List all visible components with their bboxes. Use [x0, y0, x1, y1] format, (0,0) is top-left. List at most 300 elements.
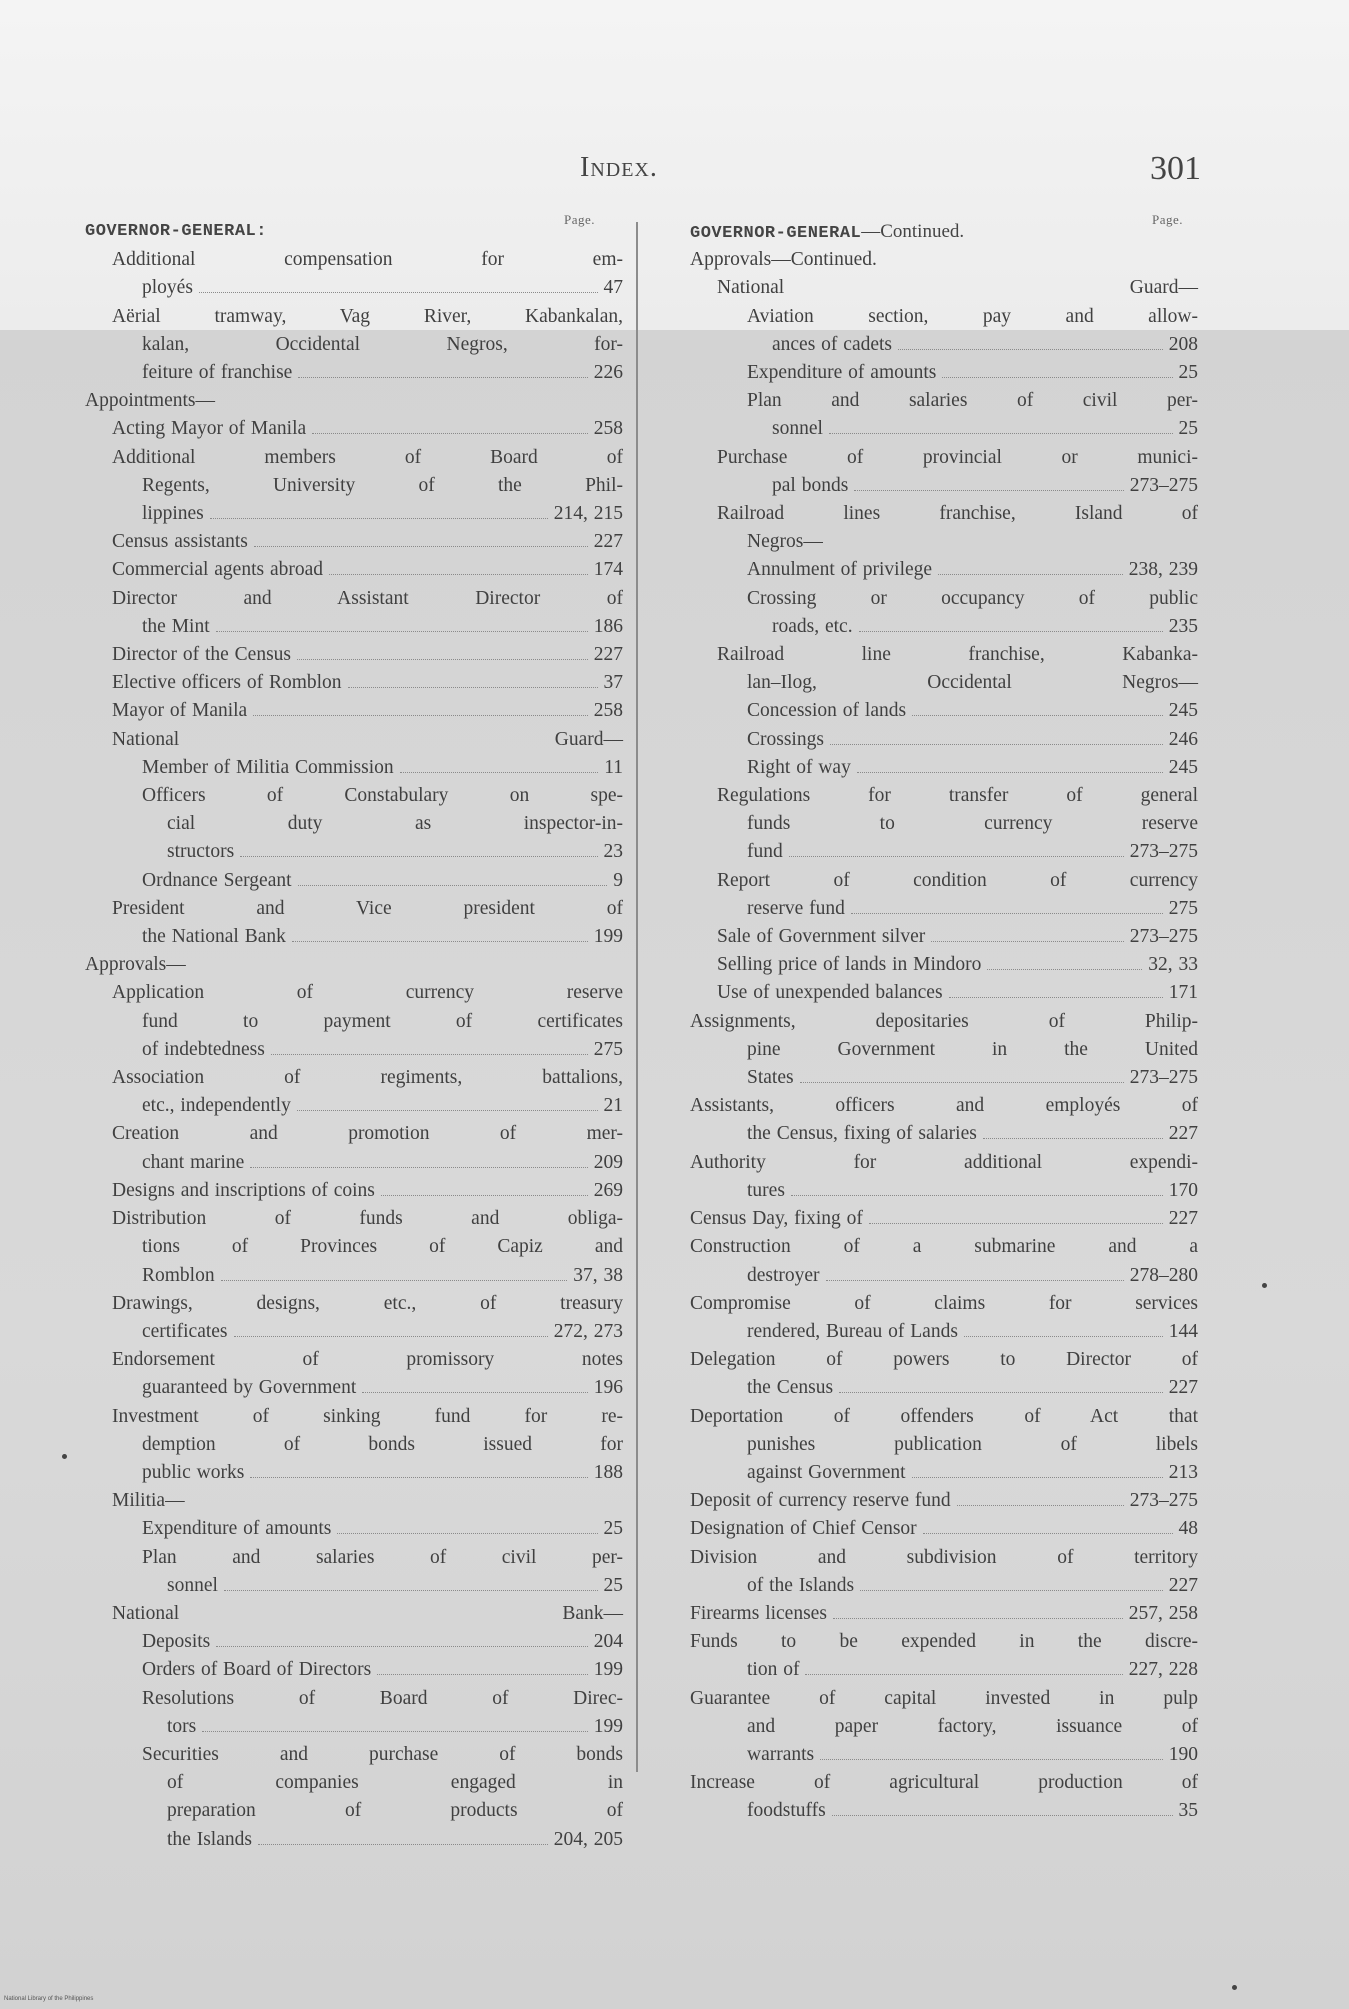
- index-page-ref: 246: [1168, 728, 1198, 750]
- index-entry-text: chant marine: [142, 1151, 245, 1173]
- index-entry-text: Compromise of claims for services: [690, 1292, 1198, 1314]
- index-entry-text: Railroad lines franchise, Island of: [717, 503, 1198, 525]
- index-entry-text: feiture of franchise: [142, 362, 293, 383]
- index-entry-text: Expenditure of amounts: [747, 362, 937, 383]
- index-entry-line: [690, 1713, 1198, 1741]
- index-entry-text: tion of: [747, 1659, 800, 1681]
- index-entry-text: Funds to be expended in the discre-: [690, 1631, 1198, 1653]
- index-entry-line: [85, 274, 623, 302]
- index-entry-text: Assignments, depositaries of Philip-: [690, 1010, 1198, 1032]
- index-entry-text: ployés: [142, 277, 193, 299]
- index-entry-text: Report of condition of currency: [717, 869, 1198, 891]
- index-entry-text: Drawings, designs, etc., of treasury: [112, 1292, 623, 1314]
- dot-leader: [805, 1668, 1122, 1675]
- dot-leader: [297, 653, 588, 660]
- index-entry-line: [690, 500, 1198, 528]
- index-entry-line: [690, 444, 1198, 472]
- dot-leader: [202, 1725, 588, 1732]
- index-entry-line: [85, 1036, 623, 1064]
- index-entry-text: Approvals—: [85, 954, 186, 976]
- index-entry-text: tors: [167, 1715, 197, 1737]
- right-column-heading: [690, 218, 1198, 246]
- index-entry-text: the Mint: [142, 615, 210, 637]
- index-entry-line: [690, 810, 1198, 838]
- index-page-ref: 196: [593, 1377, 623, 1399]
- index-page-ref: 11: [604, 756, 623, 778]
- index-entry-text: structors: [167, 841, 235, 863]
- index-entry-line: [85, 1120, 623, 1148]
- index-entry-line: [85, 1403, 623, 1431]
- index-entry-line: [85, 1656, 623, 1684]
- index-page-ref: 258: [593, 700, 623, 722]
- dot-leader: [297, 1104, 598, 1111]
- index-entry-line: [85, 1741, 623, 1769]
- index-entry-text: President and Vice president of: [112, 897, 623, 919]
- index-entry-text: Plan and salaries of civil per-: [142, 1546, 623, 1568]
- index-entry-line: [85, 1346, 623, 1374]
- index-entry-text: of indebtedness: [142, 1038, 265, 1060]
- index-entry-line: [85, 895, 623, 923]
- index-entry-text: Appointments—: [85, 390, 215, 412]
- index-entry-line: [85, 331, 623, 359]
- index-page-ref: 47: [603, 277, 623, 299]
- index-entry-line: [690, 726, 1198, 754]
- index-entry-line: [690, 1515, 1198, 1543]
- index-entry-line: [85, 472, 623, 500]
- index-entry-text: Annulment of privilege: [747, 559, 933, 581]
- dot-leader: [912, 1471, 1163, 1478]
- index-entry-text: tions of Provinces of Capiz and: [142, 1236, 623, 1258]
- index-entry-text: the Census: [747, 1377, 834, 1399]
- index-page-ref: 174: [593, 559, 623, 581]
- index-entry-line: [690, 1628, 1198, 1656]
- index-entry-line: [690, 274, 1198, 302]
- index-page-ref: 257, 258: [1128, 1602, 1198, 1624]
- index-entry-line: [690, 472, 1198, 500]
- index-entry-line: [690, 951, 1198, 979]
- index-entry-line: [85, 415, 623, 443]
- index-entry-line: [690, 641, 1198, 669]
- index-page-ref: 278–280: [1129, 1264, 1198, 1286]
- index-page-ref: 25: [603, 1518, 623, 1540]
- dot-leader: [377, 1668, 587, 1675]
- index-page-ref: 214, 215: [553, 503, 623, 525]
- dot-leader: [312, 427, 588, 434]
- index-page-ref: 204, 205: [553, 1828, 623, 1850]
- index-entry-line: [690, 1403, 1198, 1431]
- index-entry-line: [690, 1092, 1198, 1120]
- index-page-ref: 227: [1168, 1377, 1198, 1399]
- index-entry-line: [690, 1374, 1198, 1402]
- dot-leader: [839, 1386, 1163, 1393]
- index-page-ref: 199: [593, 1715, 623, 1737]
- index-entry-text: Additional compensation for em-: [112, 249, 623, 271]
- index-entry-line: [85, 1177, 623, 1205]
- dot-leader: [362, 1386, 587, 1393]
- index-entry-text: lippines: [142, 503, 204, 525]
- dot-leader: [234, 1330, 548, 1337]
- index-entry-line: [690, 1459, 1198, 1487]
- index-entry-line: [85, 1459, 623, 1487]
- dot-leader: [857, 766, 1163, 773]
- index-entry-line: [85, 556, 623, 584]
- index-entry-text: Mayor of Manila: [112, 700, 248, 722]
- index-entry-text: States: [747, 1067, 794, 1089]
- index-entry-line: [85, 1826, 623, 1854]
- index-entry-line: [85, 1544, 623, 1572]
- index-entry-text: Creation and promotion of mer-: [112, 1123, 623, 1145]
- index-entry-line: [690, 331, 1198, 359]
- index-entry-text: Acting Mayor of Manila: [112, 418, 307, 440]
- index-entry-line: [85, 1262, 623, 1290]
- index-entry-text: Endorsement of promissory notes: [112, 1349, 623, 1371]
- dot-leader: [800, 1076, 1124, 1083]
- index-entry-line: [690, 1741, 1198, 1769]
- index-page-ref: 273–275: [1129, 474, 1198, 496]
- index-entry-text: Ordnance Sergeant: [142, 869, 292, 891]
- index-entry-text: Regulations for transfer of general: [717, 785, 1198, 807]
- index-page-ref: 272, 273: [553, 1320, 623, 1342]
- index-entry-text: pal bonds: [772, 474, 849, 496]
- index-entry-text: against Government: [747, 1461, 906, 1483]
- dot-leader: [298, 879, 608, 886]
- index-entry-text: of the Islands: [747, 1574, 855, 1596]
- dot-leader: [830, 738, 1163, 745]
- dot-leader: [348, 681, 598, 688]
- index-entry-line: [85, 1374, 623, 1402]
- dot-leader: [250, 1471, 587, 1478]
- dot-leader: [240, 850, 597, 857]
- index-entry-text: Securities and purchase of bonds: [142, 1743, 623, 1765]
- index-entry-line: [690, 1233, 1198, 1261]
- index-page-ref: 199: [593, 1659, 623, 1681]
- index-entry-line: [690, 754, 1198, 782]
- index-entry-text: pine Government in the United: [747, 1038, 1198, 1060]
- index-page-ref: 273–275: [1129, 1490, 1198, 1512]
- index-entry-line: [690, 359, 1198, 387]
- index-entry-text: Crossing or occupancy of public: [747, 587, 1198, 609]
- index-page-ref: 227: [1168, 1208, 1198, 1230]
- page-label-right: Page.: [1152, 212, 1184, 227]
- index-entry-line: [690, 1149, 1198, 1177]
- index-entry-text: Approvals—Continued.: [690, 249, 877, 271]
- index-entry-line: [85, 303, 623, 331]
- index-entry-line: [85, 782, 623, 810]
- index-entry-text: Association of regiments, battalions,: [112, 1067, 623, 1089]
- index-page-ref: 245: [1168, 756, 1198, 778]
- index-entry-line: [690, 1064, 1198, 1092]
- index-entry-text: public works: [142, 1461, 245, 1483]
- index-page-ref: 235: [1168, 615, 1198, 637]
- index-entry-line: [85, 979, 623, 1007]
- dot-leader: [832, 1809, 1173, 1816]
- index-entry-text: lan–Ilog, Occidental Negros—: [747, 672, 1198, 694]
- index-entry-line: [85, 1290, 623, 1318]
- index-entry-text: guaranteed by Government: [142, 1377, 357, 1399]
- index-entry-text: Railroad line franchise, Kabanka-: [717, 644, 1198, 666]
- index-entry-text: Delegation of powers to Director of: [690, 1349, 1198, 1371]
- index-entry-line: [690, 1656, 1198, 1684]
- index-entry-text: Guarantee of capital invested in pulp: [690, 1687, 1198, 1709]
- right-index-entries: [690, 246, 1198, 1825]
- index-entry-line: [690, 613, 1198, 641]
- index-entry-line: [690, 1769, 1198, 1797]
- index-entry-text: Director of the Census: [112, 644, 291, 666]
- index-entry-line: [85, 246, 623, 274]
- index-entry-text: Firearms licenses: [690, 1602, 827, 1624]
- dot-leader: [851, 907, 1163, 914]
- index-entry-line: [85, 1149, 623, 1177]
- index-entry-line: [690, 1290, 1198, 1318]
- index-page-ref: 204: [593, 1631, 623, 1653]
- index-page-ref: 273–275: [1129, 841, 1198, 863]
- index-entry-text: the Islands: [167, 1828, 252, 1850]
- dot-leader: [826, 1274, 1124, 1281]
- dot-leader: [199, 286, 598, 293]
- dot-leader: [957, 1499, 1124, 1506]
- index-page-ref: 35: [1178, 1800, 1198, 1822]
- index-entry-text: certificates: [142, 1320, 228, 1342]
- index-page-ref: 245: [1168, 700, 1198, 722]
- dot-leader: [938, 568, 1123, 575]
- left-index-entries: [85, 246, 623, 1854]
- index-page-ref: 213: [1168, 1461, 1198, 1483]
- dot-leader: [987, 963, 1142, 970]
- index-page-ref: 227: [593, 644, 623, 666]
- index-entry-text: Militia—: [112, 1490, 185, 1512]
- index-entry-text: Aërial tramway, Vag River, Kabankalan,: [112, 305, 623, 327]
- index-entry-text: destroyer: [747, 1264, 820, 1286]
- index-entry-line: [85, 387, 623, 415]
- index-page-ref: 227: [1168, 1574, 1198, 1596]
- index-entry-text: demption of bonds issued for: [142, 1433, 623, 1455]
- index-entry-line: [85, 613, 623, 641]
- index-entry-line: [690, 1008, 1198, 1036]
- index-entry-line: [690, 782, 1198, 810]
- index-entry-text: Elective officers of Romblon: [112, 672, 342, 694]
- index-entry-text: Deposits: [142, 1631, 211, 1653]
- index-entry-text: Purchase of provincial or munici-: [717, 446, 1198, 468]
- index-page-ref: 144: [1168, 1320, 1198, 1342]
- index-entry-line: [690, 1797, 1198, 1825]
- index-entry-line: [690, 1318, 1198, 1346]
- index-entry-text: funds to currency reserve: [747, 813, 1198, 835]
- right-index-column: [690, 218, 1198, 1826]
- index-entry-text: and paper factory, issuance of: [747, 1715, 1198, 1737]
- index-entry-text: rendered, Bureau of Lands: [747, 1320, 958, 1342]
- index-entry-text: Romblon: [142, 1264, 215, 1286]
- index-entry-line: [690, 1346, 1198, 1374]
- index-page-ref: 275: [1168, 897, 1198, 919]
- dot-leader: [210, 512, 548, 519]
- index-page-ref: 23: [603, 841, 623, 863]
- index-entry-text: etc., independently: [142, 1095, 291, 1117]
- index-entry-line: [690, 1177, 1198, 1205]
- index-entry-line: [85, 500, 623, 528]
- index-page-ref: 227, 228: [1128, 1659, 1198, 1681]
- index-entry-line: [690, 1487, 1198, 1515]
- index-entry-text: National Guard—: [112, 728, 623, 750]
- index-entry-text: Designs and inscriptions of coins: [112, 1179, 375, 1201]
- index-entry-line: [85, 951, 623, 979]
- scan-speck: [1232, 1985, 1237, 1990]
- index-page-ref: 227: [593, 531, 623, 553]
- index-page-ref: 238, 239: [1128, 559, 1198, 581]
- index-page-ref: 25: [1178, 362, 1198, 383]
- page-number: 301: [1150, 150, 1201, 187]
- dot-leader: [253, 709, 588, 716]
- index-page-ref: 258: [593, 418, 623, 440]
- index-entry-text: punishes publication of libels: [747, 1433, 1198, 1455]
- index-entry-line: [85, 641, 623, 669]
- index-page-ref: 199: [593, 926, 623, 948]
- index-entry-text: Member of Militia Commission: [142, 756, 394, 778]
- index-entry-text: Census assistants: [112, 531, 248, 553]
- running-title: Index.: [580, 152, 658, 183]
- index-entry-line: [690, 867, 1198, 895]
- index-entry-text: Regents, University of the Phil-: [142, 474, 623, 496]
- dot-leader: [942, 371, 1172, 378]
- index-entry-line: [690, 1036, 1198, 1064]
- index-entry-text: sonnel: [772, 418, 823, 440]
- left-index-column: [85, 218, 623, 1854]
- index-entry-text: Construction of a submarine and a: [690, 1236, 1198, 1258]
- index-entry-text: Investment of sinking fund for re-: [112, 1405, 623, 1427]
- index-entry-line: [690, 528, 1198, 556]
- index-page-ref: 273–275: [1129, 926, 1198, 948]
- index-entry-line: [690, 1262, 1198, 1290]
- index-entry-text: Increase of agricultural production of: [690, 1772, 1198, 1794]
- index-entry-line: [85, 1797, 623, 1825]
- index-page-ref: 37: [603, 672, 623, 694]
- index-entry-line: [690, 1431, 1198, 1459]
- index-entry-line: [85, 669, 623, 697]
- dot-leader: [898, 343, 1163, 350]
- index-entry-line: [85, 444, 623, 472]
- index-entry-text: tures: [747, 1179, 785, 1201]
- index-entry-line: [690, 923, 1198, 951]
- index-entry-line: [690, 895, 1198, 923]
- index-page-ref: 226: [593, 362, 623, 383]
- dot-leader: [912, 709, 1163, 716]
- index-entry-line: [85, 1515, 623, 1543]
- index-entry-text: Concession of lands: [747, 700, 907, 722]
- index-page-ref: 273–275: [1129, 1067, 1198, 1089]
- dot-leader: [292, 935, 588, 942]
- index-page-ref: 269: [593, 1179, 623, 1201]
- index-entry-line: [690, 1120, 1198, 1148]
- dot-leader: [271, 1048, 588, 1055]
- dot-leader: [833, 1612, 1123, 1619]
- index-entry-text: sonnel: [167, 1574, 218, 1596]
- index-page-ref: 25: [1178, 418, 1198, 440]
- index-entry-text: Distribution of funds and obliga-: [112, 1208, 623, 1230]
- index-entry-text: National Guard—: [717, 277, 1198, 299]
- index-entry-text: Selling price of lands in Mindoro: [717, 954, 982, 976]
- dot-leader: [791, 1189, 1163, 1196]
- index-entry-text: of companies engaged in: [167, 1772, 623, 1794]
- index-entry-line: [85, 1713, 623, 1741]
- index-entry-line: [690, 669, 1198, 697]
- scan-speck: [62, 1454, 67, 1459]
- right-heading-continued: —Continued.: [861, 221, 965, 242]
- index-entry-text: Negros—: [747, 531, 823, 553]
- dot-leader: [860, 1584, 1163, 1591]
- index-entry-text: Application of currency reserve: [112, 982, 623, 1004]
- index-entry-text: Plan and salaries of civil per-: [747, 390, 1198, 412]
- index-entry-line: [85, 754, 623, 782]
- index-entry-text: Additional members of Board of: [112, 446, 623, 468]
- index-entry-text: Census Day, fixing of: [690, 1208, 863, 1230]
- index-entry-line: [85, 726, 623, 754]
- index-entry-line: [85, 1628, 623, 1656]
- index-entry-text: Orders of Board of Directors: [142, 1659, 372, 1681]
- index-entry-line: [690, 387, 1198, 415]
- index-entry-text: Crossings: [747, 728, 824, 750]
- dot-leader: [224, 1584, 598, 1591]
- dot-leader: [221, 1274, 568, 1281]
- index-entry-line: [690, 556, 1198, 584]
- index-entry-text: Officers of Constabulary on spe-: [142, 785, 623, 807]
- dot-leader: [869, 1217, 1163, 1224]
- dot-leader: [789, 850, 1124, 857]
- index-entry-text: Deportation of offenders of Act that: [690, 1405, 1198, 1427]
- index-entry-line: [690, 697, 1198, 725]
- index-entry-line: [85, 1092, 623, 1120]
- index-entry-line: [85, 1431, 623, 1459]
- index-entry-text: the Census, fixing of salaries: [747, 1123, 977, 1145]
- dot-leader: [216, 625, 588, 632]
- dot-leader: [854, 484, 1123, 491]
- index-entry-line: [690, 1685, 1198, 1713]
- index-page-ref: 25: [603, 1574, 623, 1596]
- index-page-ref: 208: [1168, 333, 1198, 355]
- dot-leader: [983, 1132, 1163, 1139]
- page-label-left: Page.: [564, 212, 596, 227]
- index-page-ref: 170: [1168, 1179, 1198, 1201]
- index-entry-line: [690, 838, 1198, 866]
- index-entry-text: Director and Assistant Director of: [112, 587, 623, 609]
- index-page-ref: 209: [593, 1151, 623, 1173]
- dot-leader: [949, 991, 1163, 998]
- dot-leader: [258, 1838, 548, 1845]
- right-heading-text: GOVERNOR-GENERAL: [690, 224, 862, 243]
- index-entry-line: [690, 246, 1198, 274]
- dot-leader: [250, 1161, 588, 1168]
- index-entry-line: [85, 359, 623, 387]
- dot-leader: [329, 568, 588, 575]
- index-entry-text: National Bank—: [112, 1602, 623, 1624]
- dot-leader: [298, 371, 587, 378]
- index-entry-text: fund: [747, 841, 783, 863]
- index-entry-line: [85, 528, 623, 556]
- library-stamp: National Library of the Philippines: [4, 1996, 94, 2002]
- index-entry-text: preparation of products of: [167, 1800, 623, 1822]
- index-entry-text: Division and subdivision of territory: [690, 1546, 1198, 1568]
- index-entry-text: the National Bank: [142, 926, 286, 948]
- index-entry-line: [85, 1600, 623, 1628]
- index-page-ref: 190: [1168, 1743, 1198, 1765]
- index-page-ref: 48: [1178, 1518, 1198, 1540]
- index-entry-text: Sale of Government silver: [717, 926, 926, 948]
- index-entry-line: [85, 585, 623, 613]
- index-entry-line: [85, 1233, 623, 1261]
- index-entry-line: [85, 1318, 623, 1346]
- index-entry-text: warrants: [747, 1743, 815, 1765]
- index-entry-line: [690, 415, 1198, 443]
- index-entry-line: [690, 303, 1198, 331]
- index-entry-line: [85, 810, 623, 838]
